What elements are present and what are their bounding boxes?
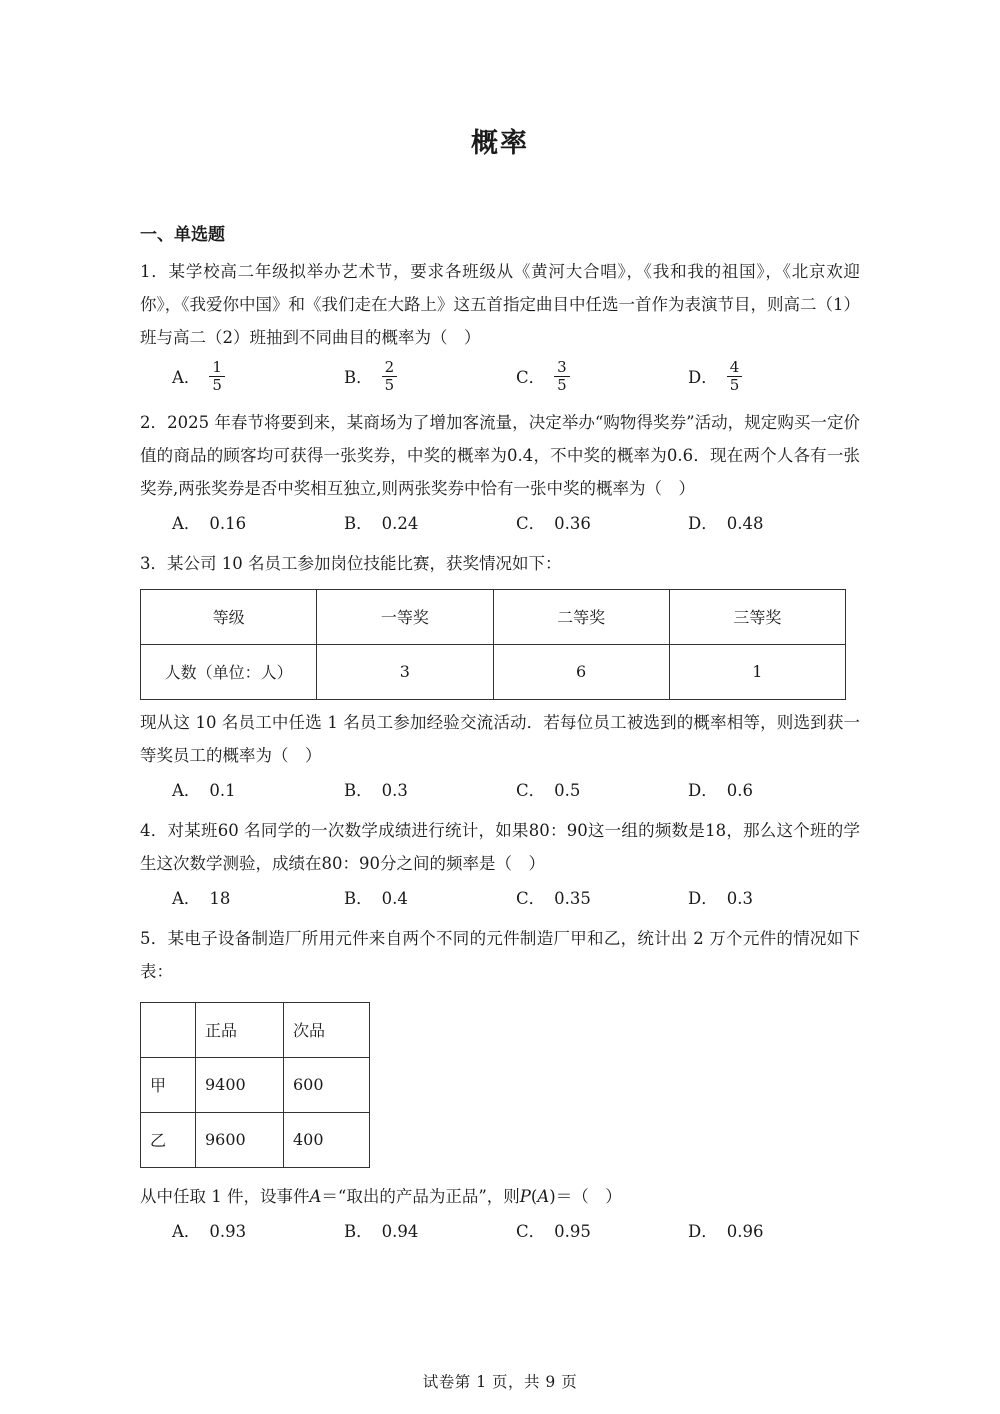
option-5-d[interactable] xyxy=(688,1215,860,1248)
question-4-stem xyxy=(140,807,860,880)
question-2-text: 2025 年春节将要到来，某商场为了增加客流量，决定举办“购物得奖券”活动，规定购买一定价值的商品的顾客均可获得一张奖券，中奖的概率为0.4，不中奖的概率为0.6．现在两个人各有一张奖券,两张奖券是否中奖相互独立,则两张奖券中恰有一张中奖的概率为（ ） xyxy=(140,412,861,498)
option-5-d-value: 0.96 xyxy=(726,1221,764,1241)
paren-open: ( xyxy=(530,1186,538,1206)
parts-table-corner-cell xyxy=(141,1002,196,1057)
section-heading: 一、单选题 xyxy=(140,225,225,246)
option-2-b-label: B． xyxy=(344,513,373,533)
question-4-options xyxy=(140,880,860,915)
probability-symbol-p: P xyxy=(519,1186,531,1206)
award-table-header-third-prize: 三等奖 xyxy=(669,589,845,644)
option-4-a[interactable] xyxy=(172,882,344,915)
question-3-stem xyxy=(140,540,860,580)
option-1-c-fraction: $\frac{3}{5}$ xyxy=(554,359,570,394)
option-3-d[interactable] xyxy=(688,774,860,807)
question-5-options xyxy=(140,1213,860,1248)
parts-table-jia-defective: 600 xyxy=(284,1057,370,1112)
option-2-c-value: 0.36 xyxy=(554,513,591,533)
table-row xyxy=(141,589,846,644)
question-5-stem-continued xyxy=(140,1178,860,1213)
question-4-text: 对某班60 名同学的一次数学成绩进行统计，如果80：90这一组的频数是18，那么这个班的学生这次数学测验，成绩在80：90分之间的频率是（ ） xyxy=(140,820,861,873)
option-3-c[interactable] xyxy=(516,774,688,807)
option-3-a[interactable] xyxy=(172,774,344,807)
option-2-d[interactable] xyxy=(688,507,860,540)
option-3-b-label: B． xyxy=(344,780,373,800)
award-table-header-grade: 等级 xyxy=(141,589,317,644)
option-2-a[interactable] xyxy=(172,507,344,540)
option-4-a-label: A． xyxy=(172,888,201,908)
option-1-b[interactable] xyxy=(344,360,516,395)
option-4-b-value: 0.4 xyxy=(381,888,408,908)
question-2-options xyxy=(140,505,860,540)
option-1-a[interactable] xyxy=(172,360,344,395)
parts-table-yi-good: 9600 xyxy=(196,1112,284,1167)
award-table-label-count: 人数（单位：人） xyxy=(141,644,317,699)
option-1-d-label: D． xyxy=(688,367,718,387)
option-1-b-label: B． xyxy=(344,367,373,387)
option-5-c-value: 0.95 xyxy=(554,1221,591,1241)
option-5-a[interactable] xyxy=(172,1215,344,1248)
table-row xyxy=(141,1002,370,1057)
option-1-d-fraction: $\frac{4}{5}$ xyxy=(727,359,743,394)
question-5-continued-prefix: 从中任取 1 件，设事件 xyxy=(140,1186,310,1206)
question-3-text: 某公司 10 名员工参加岗位技能比赛，获奖情况如下： xyxy=(167,553,562,573)
event-variable-a-2: A xyxy=(537,1186,550,1206)
option-4-d-value: 0.3 xyxy=(726,888,753,908)
parts-table-jia-good: 9400 xyxy=(196,1057,284,1112)
option-1-a-label: A． xyxy=(172,367,201,387)
question-2-number: 2． xyxy=(140,412,168,432)
award-table-value-first-prize: 3 xyxy=(317,644,493,699)
table-row xyxy=(141,1112,370,1167)
option-4-a-value: 18 xyxy=(209,888,231,908)
option-1-a-fraction: $\frac{1}{5}$ xyxy=(209,359,225,394)
option-5-a-value: 0.93 xyxy=(209,1221,247,1241)
option-1-c-label: C． xyxy=(516,367,546,387)
option-3-b[interactable] xyxy=(344,774,516,807)
question-1-options xyxy=(140,354,860,399)
option-2-b-value: 0.24 xyxy=(381,513,419,533)
option-4-d-label: D． xyxy=(688,888,718,908)
option-1-d[interactable] xyxy=(688,360,860,395)
parts-table-header-good: 正品 xyxy=(196,1002,284,1057)
question-3-number: 3． xyxy=(140,553,167,573)
option-5-a-label: A． xyxy=(172,1221,201,1241)
option-4-c-value: 0.35 xyxy=(554,888,591,908)
option-3-c-label: C． xyxy=(516,780,546,800)
parts-table-label-yi: 乙 xyxy=(141,1112,196,1167)
option-3-a-label: A． xyxy=(172,780,201,800)
award-table-header-first-prize: 一等奖 xyxy=(317,589,493,644)
option-5-b-value: 0.94 xyxy=(381,1221,419,1241)
option-1-c[interactable] xyxy=(516,360,688,395)
option-1-b-fraction: $\frac{2}{5}$ xyxy=(382,359,398,394)
question-5-continued-suffix: ＝（ ） xyxy=(555,1186,622,1206)
award-table-value-second-prize: 6 xyxy=(493,644,669,699)
option-5-c[interactable] xyxy=(516,1215,688,1248)
award-table-value-third-prize: 1 xyxy=(669,644,845,699)
paren-close: ) xyxy=(549,1186,556,1206)
components-quality-table xyxy=(140,1002,370,1168)
option-2-b[interactable] xyxy=(344,507,516,540)
option-5-d-label: D． xyxy=(688,1221,718,1241)
option-5-b[interactable] xyxy=(344,1215,516,1248)
option-2-d-value: 0.48 xyxy=(726,513,764,533)
question-1-stem xyxy=(140,248,860,354)
parts-table-label-jia: 甲 xyxy=(141,1057,196,1112)
question-1-number: 1． xyxy=(140,262,169,282)
page-title: 概率 xyxy=(471,128,529,159)
question-5-text: 某电子设备制造厂所用元件来自两个不同的元件制造厂甲和乙，统计出 2 万个元件的情况如下表： xyxy=(140,928,860,981)
option-4-c-label: C． xyxy=(516,888,546,908)
option-5-c-label: C． xyxy=(516,1221,546,1241)
award-table-header-second-prize: 二等奖 xyxy=(493,589,669,644)
option-2-d-label: D． xyxy=(688,513,718,533)
question-5-continued-mid: ＝“取出的产品为正品”，则 xyxy=(321,1186,520,1206)
option-2-a-label: A． xyxy=(172,513,201,533)
option-3-d-value: 0.6 xyxy=(726,780,753,800)
event-variable-a: A xyxy=(309,1186,322,1206)
parts-table-header-defective: 次品 xyxy=(284,1002,370,1057)
table-row xyxy=(141,1057,370,1112)
option-5-b-label: B． xyxy=(344,1221,373,1241)
option-4-b[interactable] xyxy=(344,882,516,915)
question-2-stem xyxy=(140,399,860,505)
page-footer: 试卷第 1 页，共 9 页 xyxy=(422,1373,578,1391)
option-3-a-value: 0.1 xyxy=(209,780,236,800)
option-3-c-value: 0.5 xyxy=(554,780,581,800)
option-2-c-label: C． xyxy=(516,513,546,533)
question-1-text: 某学校高二年级拟举办艺术节，要求各班级从《黄河大合唱》，《我和我的祖国》，《北京欢迎你》，《我爱你中国》和《我们走在大路上》这五首指定曲目中任选一首作为表演节目，则高二（1）班与高二（2）班抽到不同曲目的概率为（ ） xyxy=(140,262,861,348)
option-4-c[interactable] xyxy=(516,882,688,915)
question-5-number: 5． xyxy=(140,928,168,948)
option-3-b-value: 0.3 xyxy=(381,780,408,800)
award-count-table xyxy=(140,589,846,700)
table-row xyxy=(141,644,846,699)
question-3-options xyxy=(140,772,860,807)
option-3-d-label: D． xyxy=(688,780,718,800)
question-3-stem-continued: 现从这 10 名员工中任选 1 名员工参加经验交流活动．若每位员工被选到的概率相等，则选到获一等奖员工的概率为（ ） xyxy=(140,712,860,765)
option-4-d[interactable] xyxy=(688,882,860,915)
option-4-b-label: B． xyxy=(344,888,373,908)
option-2-a-value: 0.16 xyxy=(209,513,247,533)
option-2-c[interactable] xyxy=(516,507,688,540)
question-5-stem xyxy=(140,915,860,988)
parts-table-yi-defective: 400 xyxy=(284,1112,370,1167)
question-4-number: 4． xyxy=(140,820,168,840)
